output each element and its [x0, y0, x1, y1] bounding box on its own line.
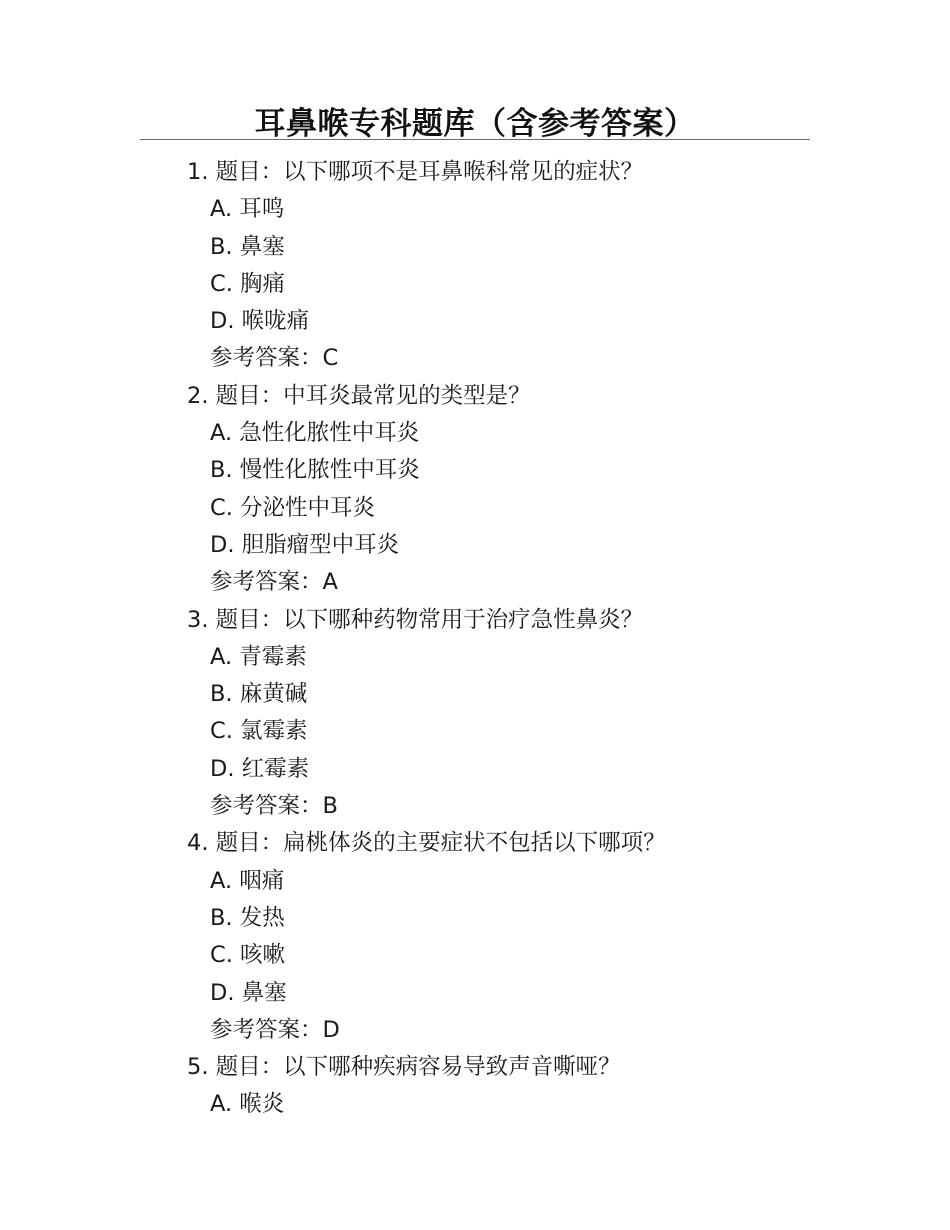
- option-c: C. 咳嗽: [210, 942, 286, 969]
- reference-answer: 参考答案：A: [210, 569, 338, 596]
- question-text: [0, 154, 950, 191]
- option-b: B. 发热: [210, 904, 285, 931]
- question-2: [0, 378, 950, 602]
- question-5: [0, 1049, 950, 1124]
- reference-answer: 参考答案：C: [210, 345, 339, 372]
- option-c: C. 分泌性中耳炎: [210, 494, 376, 521]
- reference-answer: 参考答案：D: [210, 1016, 340, 1043]
- option-a: A. 耳鸣: [210, 196, 285, 223]
- option-a: A. 青霉素: [210, 643, 307, 670]
- question-text: [0, 825, 950, 862]
- question-number: 3.: [187, 606, 209, 633]
- question-prompt: 题目：以下哪种疾病容易导致声音嘶哑？: [215, 1054, 621, 1081]
- question-prompt: 题目：扁桃体炎的主要症状不包括以下哪项？: [215, 830, 666, 857]
- question-1: [0, 154, 950, 378]
- question-number: 1.: [187, 159, 209, 185]
- question-number: 4.: [187, 830, 209, 857]
- option-b: B. 麻黄碱: [210, 681, 308, 708]
- document-title: 耳鼻喉专科题库（含参考答案）: [254, 106, 696, 142]
- question-text: [0, 378, 950, 415]
- question-list: [0, 154, 950, 1124]
- question-text: [0, 1049, 950, 1086]
- question-4: [0, 825, 950, 1049]
- reference-answer: 参考答案：B: [210, 793, 338, 820]
- option-d: D. 胆脂瘤型中耳炎: [210, 531, 400, 558]
- option-b: B. 慢性化脓性中耳炎: [210, 457, 420, 484]
- option-a: A. 急性化脓性中耳炎: [210, 420, 420, 447]
- option-c: C. 胸痛: [210, 270, 286, 297]
- option-b: B. 鼻塞: [210, 233, 285, 260]
- question-number: 2.: [187, 382, 209, 409]
- question-prompt: 题目：中耳炎最常见的类型是？: [215, 382, 531, 409]
- question-number: 5.: [187, 1054, 209, 1081]
- option-d: D. 红霉素: [210, 755, 310, 782]
- title-underline: [140, 139, 810, 140]
- question-prompt: 题目：以下哪项不是耳鼻喉科常见的症状？: [215, 159, 644, 185]
- option-d: D. 喉咙痛: [210, 308, 310, 335]
- option-a: A. 咽痛: [210, 867, 285, 894]
- question-prompt: 题目：以下哪种药物常用于治疗急性鼻炎？: [215, 606, 644, 633]
- question-text: [0, 602, 950, 639]
- option-a: A. 喉炎: [210, 1091, 285, 1118]
- question-3: [0, 602, 950, 826]
- option-d: D. 鼻塞: [210, 979, 287, 1006]
- option-c: C. 氯霉素: [210, 718, 308, 745]
